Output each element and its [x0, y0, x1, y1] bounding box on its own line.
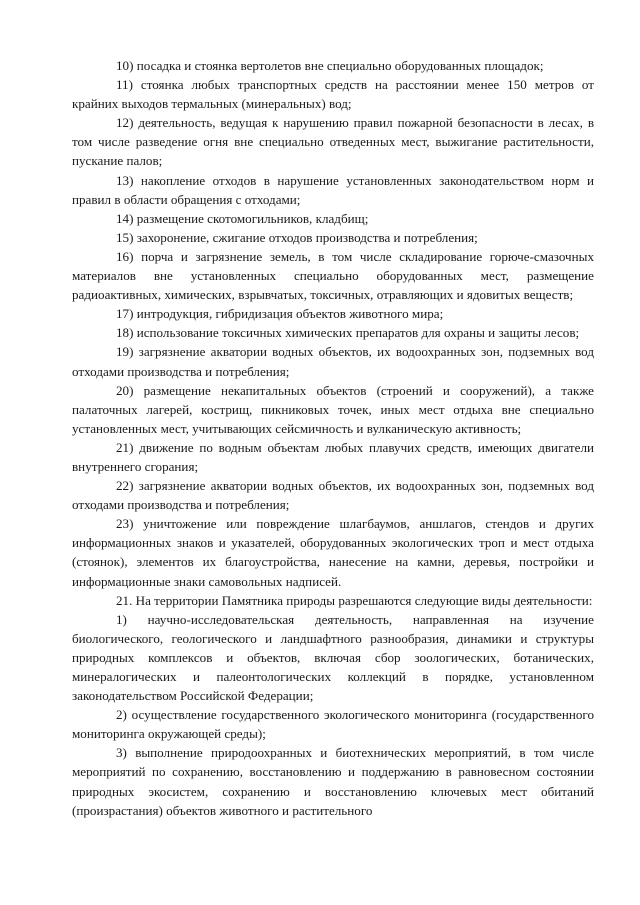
paragraph-item-15: 15) захоронение, сжигание отходов производства и потребления; — [116, 229, 478, 245]
section-21-heading: 21. На территории Памятника природы разрешаются следующие виды деятельности: — [116, 592, 593, 608]
paragraph-item-18: 18) использование токсичных химических препаратов для охраны и защиты лесов; — [116, 325, 580, 341]
document-page — [72, 56, 594, 820]
paragraph-item-22: 22) загрязнение акватории водных объектов, их водоохранных зон, подземных вод отходами производства и потребления; — [72, 478, 594, 513]
paragraph-item-23: 23) уничтожение или повреждение шлагбаумов, аншлагов, стендов и других информационных знаков и указателей, оборудованных экологических троп и мест отдыха (стоянок), элементов их благоустройства, нанесение на камни, деревья, постройки и информационные знаки самовольных надписей. — [72, 516, 594, 589]
paragraph-item-20: 20) размещение некапитальных объектов (строений и сооружений), а также палаточных лагерей, кострищ, пикниковых точек, иных мест отдыха вне специально установленных мест, учитывающих сейсмичность и вулканическую активность; — [72, 382, 594, 436]
paragraph-item-19: 19) загрязнение акватории водных объектов, их водоохранных зон, подземных вод отходами производства и потребления; — [72, 344, 594, 379]
allowed-item-1: 1) научно-исследовательская деятельность, направленная на изучение биологического, геологического и ландшафтного разнообразия, динамики и структуры природных комплексов и объектов, включая сбор зоологических, ботанических, минералогических и палеонтологических коллекций в порядке, установленном законодательством Российской Федерации; — [72, 611, 594, 704]
paragraph-item-13: 13) накопление отходов в нарушение установленных законодательством норм и правил в области обращения с отходами; — [72, 172, 594, 207]
allowed-item-3: 3) выполнение природоохранных и биотехнических мероприятий, в том числе мероприятий по сохранению, восстановлению и поддержанию в равновесном состоянии природных экосистем, сохранению и восстановлению ключевых мест обитаний (произрастания) объектов животного и растительного — [72, 745, 594, 818]
paragraph-item-10: 10) посадка и стоянка вертолетов вне специально оборудованных площадок; — [116, 58, 544, 73]
paragraph-item-11: 11) стоянка любых транспортных средств на расстоянии менее 150 метров от крайних выходов термальных (минеральных) вод; — [72, 77, 594, 112]
paragraph-item-17: 17) интродукция, гибридизация объектов животного мира; — [116, 306, 444, 322]
paragraph-item-16: 16) порча и загрязнение земель, в том числе складирование горюче-смазочных материалов вне установленных специально оборудованных мест, размещение радиоактивных, химических, взрывчатых, токсичных, отравляющих и ядовитых веществ; — [72, 248, 594, 303]
allowed-item-2: 2) осуществление государственного экологического мониторинга (государственного мониторинга окружающей среды); — [72, 707, 594, 742]
paragraph-item-14: 14) размещение скотомогильников, кладбищ; — [116, 210, 369, 226]
paragraph-item-12: 12) деятельность, ведущая к нарушению правил пожарной безопасности в лесах, в том числе разведение огня вне специально отведенных мест, выжигание растительности, пускание палов; — [72, 115, 594, 169]
paragraph-item-21: 21) движение по водным объектам любых плавучих средств, имеющих двигатели внутреннего сгорания; — [72, 439, 594, 474]
